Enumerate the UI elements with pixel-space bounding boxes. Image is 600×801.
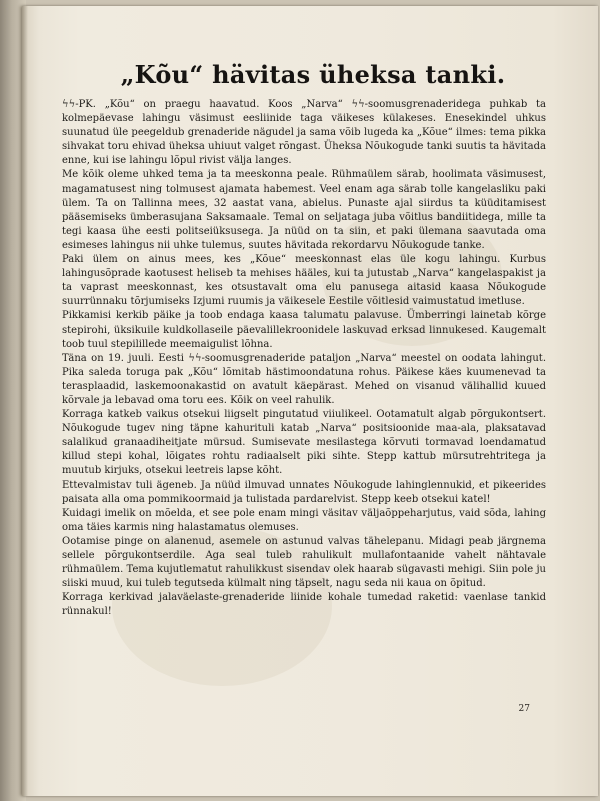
article-body — [62, 98, 546, 619]
article-paragraph: Ootamise pinge on alanenud, asemele on astunud valvas tähelepanu. Midagi peab järgnema sellele põrgukontserdile. Aga seal tuleb rahulikult mullafontaanide vahelt nähtavale rühmaülem. Tema kujutlematut rahulikkust sisendav olek haarab sügavasti mehigi. Siin pole ju siiski muud, kui tuleb tegutseda külmalt ning täpselt, nagu seda nii kaua on õpitud. — [62, 535, 546, 590]
article-title: „Kõu“ hävitas üheksa tanki. — [120, 60, 506, 89]
page-number: 27 — [518, 704, 530, 714]
article-paragraph: Korraga katkeb vaikus otsekui liigselt pingutatud viiulikeel. Ootamatult algab põrgukontsert. Nõukogude tugev ning täpne kahurituli katab „Narva“ positsioonide maa-ala, plaksatavad salalikud granaadiheitjate mürsud. Sumisevate mesilastega kõrvuti tormavad loendamatud killud stepi kohal, lõigates rohtu radiaalselt piki sihte. Stepp kattub mürsutrehtritega ja muutub kirjuks, otsekui leetreis lapse kõht. — [62, 409, 546, 477]
article-paragraph: Täna on 19. juuli. Eesti ϟϟ-soomusgrenaderide pataljon „Narva“ meestel on oodata lahingut. Pika saleda toruga pak „Kõu“ lõmitab hästimoondatuna rohus. Päikese käes kuumenevad ta terasplaadid, laskemoonakastid on avatult käepärast. Mehed on visanud välihallid kuued kõrvale ja lebavad oma toru ees. Kõik on veel rahulik. — [62, 352, 546, 406]
article-paragraph: ϟϟ-PK. „Kõu“ on praegu haavatud. Koos „Narva“ ϟϟ-soomusgrenaderidega puhkab ta kolmepäevase lahingu väsimust eesliinide taga väikeses külakeses. Enesekindel uhkus suunatud üle peegeldub grenaderide nägudel ja sama võib lugeda ka „Kõue“ ilmes: tema pikka sihvakat toru ehivad üheksa uhiuut valget rõngast. Üheksa Nõukogude tanki suutis ta hävitada enne, kui ise lahingu lõpul rivist välja langes. — [62, 99, 546, 167]
article-paragraph: Ettevalmistav tuli ägeneb. Ja nüüd ilmuvad unnates Nõukogude lahinglennukid, et pikeerides paisata alla oma pommikoormaid ja tulistada pardarelvist. Stepp keeb otsekui katel! — [62, 479, 546, 505]
article-paragraph: Kuidagi imelik on mõelda, et see pole enam mingi väsitav väljaõppeharjutus, vaid sõda, lahing oma täies karmis ning halastamatus olemuses. — [62, 507, 546, 533]
page-fold-shadow — [22, 6, 28, 796]
article-paragraph: Paki ülem on ainus mees, kes „Kõue“ meeskonnast elas üle kogu lahingu. Kurbus lahingusõprade kaotusest heliseb ta mehises hääles, kui ta jutustab „Narva“ kangelaspakist ja ta vaprast meeskonnast, kes otsustavalt oma elu panusega aitasid kaasa Nõukogude suurrünnaku tõrjumiseks Izjumi ruumis ja väikesele Eestile võitlesid vaimustatud imetluse. — [62, 254, 546, 308]
article-paragraph: Korraga kerkivad jalaväelaste-grenaderide liinide kohale tumedad raketid: vaenlase tankid rünnakul! — [62, 592, 546, 618]
article-paragraph: Pikkamisi kerkib päike ja toob endaga kaasa talumatu palavuse. Ümberringi lainetab kõrge stepirohi, üksikuile kuldkollaseile päevalillekroonidele laskuvad erksad linnukesed. Kaugemalt toob tuul stepilillede meemaigulist lõhna. — [62, 310, 546, 350]
article-paragraph: Me kõik oleme uhked tema ja ta meeskonna peale. Rühmaülem särab, hoolimata väsimusest, magamatusest ning tolmusest ajamata habemest. Veel enam aga särab tolle kangelasliku paki ülem. Ta on Tallinna mees, 32 aastat vana, abielus. Punaste ajal siirdus ta küüditamisest pääsemiseks ümberasujana Saksamaale. Temal on seljataga juba võitlus bandiitidega, mille ta tegi kaasa ühe eesti politseiüksusega. Ja nüüd on ta siin, et paki ülemana saavutada oma esimeses lahingus nii uhke tulemus, suutes hävitada rekordarvu Nõukogude tanke. — [62, 169, 546, 251]
